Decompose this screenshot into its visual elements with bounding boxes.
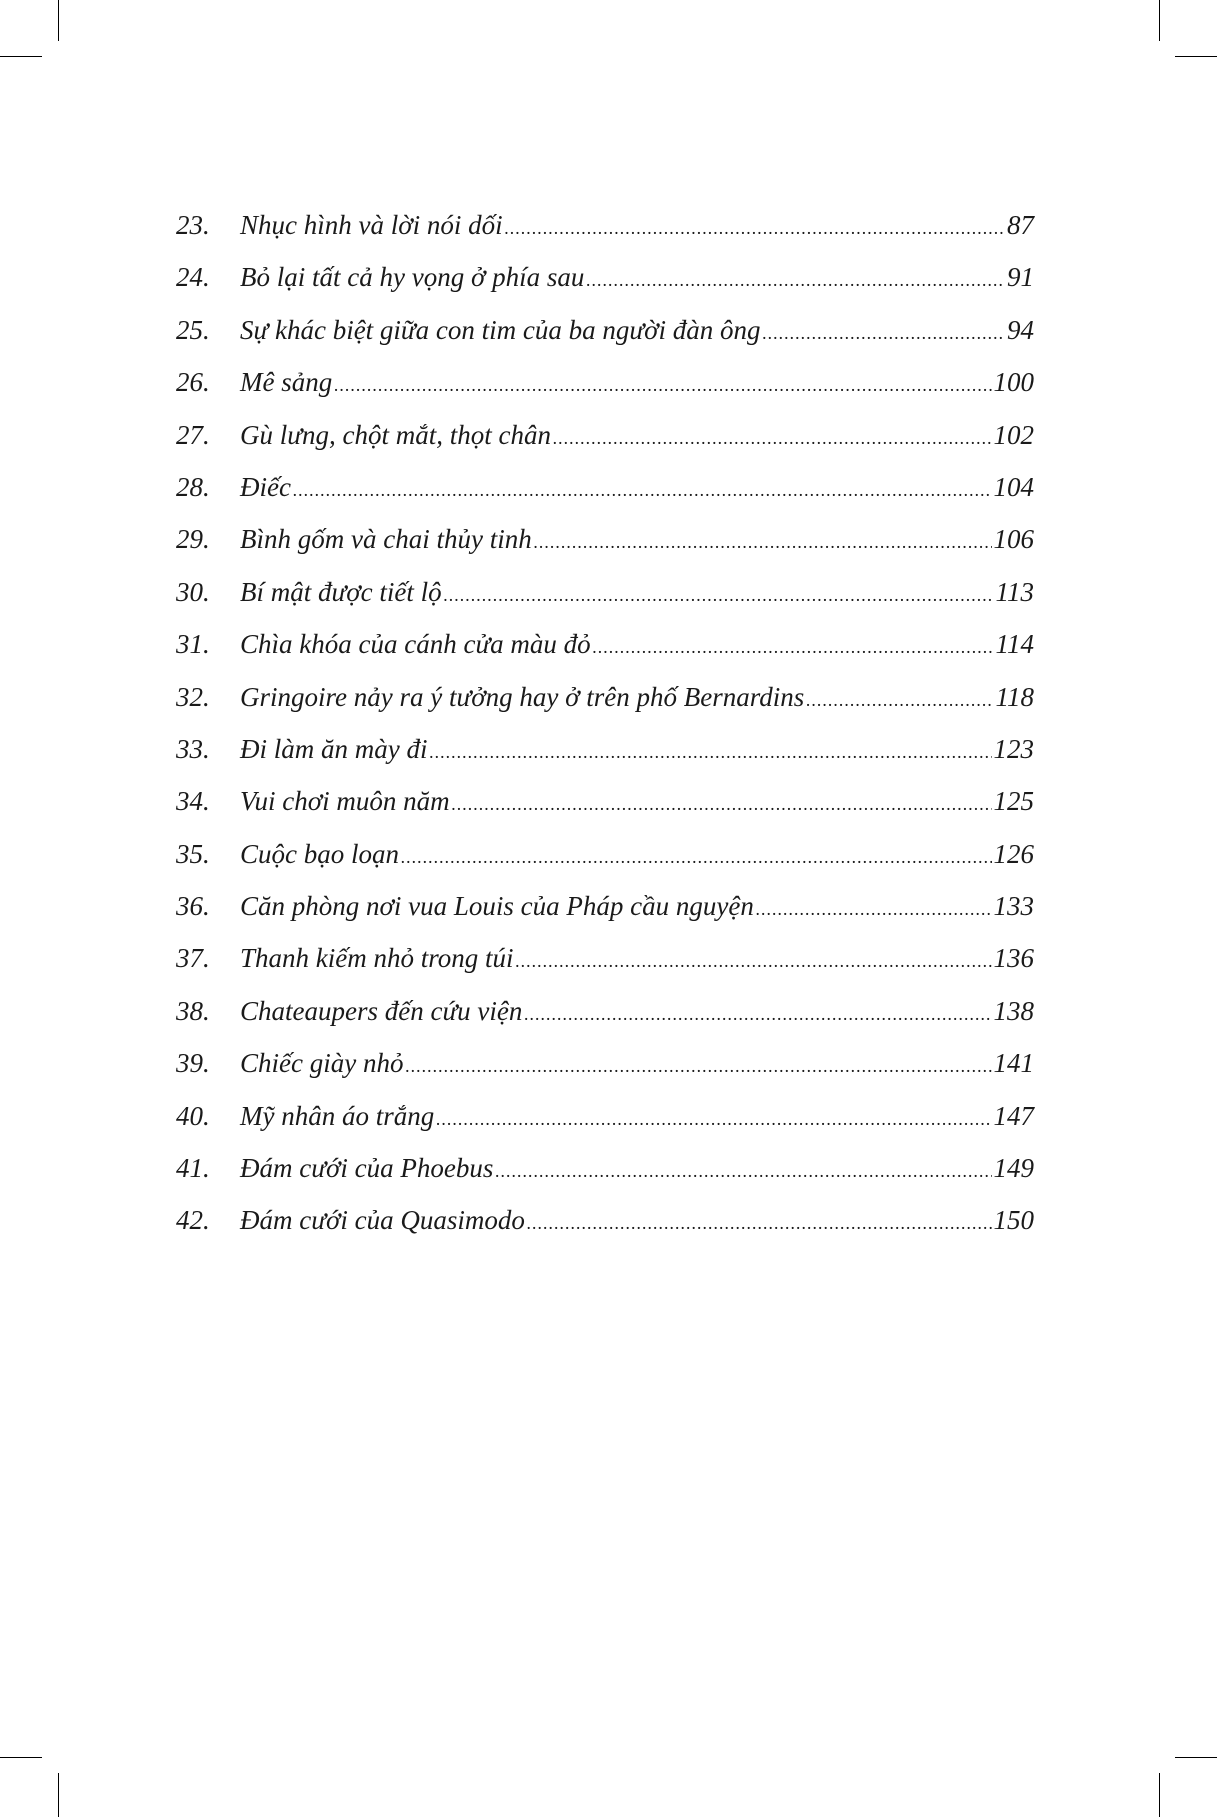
page-number: 150 <box>993 1205 1034 1236</box>
dot-leader <box>495 1161 991 1182</box>
toc-entry <box>176 1101 1034 1153</box>
toc-entry <box>176 1153 1034 1205</box>
chapter-title: Vui chơi muôn năm <box>240 786 450 817</box>
page-number: 113 <box>995 576 1034 607</box>
chapter-number: 36. <box>176 891 210 922</box>
chapter-number: 27. <box>176 419 210 450</box>
table-of-contents <box>176 210 1034 1258</box>
crop-mark-bottom-right-v <box>1159 1773 1160 1817</box>
chapter-title: Mê sảng <box>240 367 333 398</box>
chapter-number: 37. <box>176 943 210 974</box>
chapter-number: 40. <box>176 1100 210 1131</box>
dot-leader <box>553 428 992 449</box>
chapter-number: 39. <box>176 1048 210 1079</box>
page-number: 94 <box>1007 314 1034 345</box>
chapter-number: 23. <box>176 210 210 240</box>
page-number: 87 <box>1007 210 1034 240</box>
page-number: 114 <box>995 629 1034 660</box>
dot-leader <box>516 951 992 972</box>
chapter-title: Gringoire nảy ra ý tưởng hay ở trên phố Bernardins <box>240 681 805 712</box>
toc-entry <box>176 315 1034 367</box>
chapter-title: Bỏ lại tất cả hy vọng ở phía sau <box>240 262 585 293</box>
toc-entry <box>176 1048 1034 1100</box>
toc-entry <box>176 839 1034 891</box>
chapter-number: 38. <box>176 995 210 1026</box>
chapter-number: 31. <box>176 629 210 660</box>
chapter-title: Bình gốm và chai thủy tinh <box>240 524 532 555</box>
page-number: 126 <box>993 838 1034 869</box>
toc-entry <box>176 1205 1034 1257</box>
chapter-number: 42. <box>176 1205 210 1236</box>
chapter-title: Thanh kiếm nhỏ trong túi <box>240 943 514 974</box>
page-number: 133 <box>993 891 1034 922</box>
toc-entry <box>176 891 1034 943</box>
dot-leader <box>429 742 991 763</box>
crop-mark-top-left-h <box>0 56 42 57</box>
crop-mark-top-left-v <box>58 0 59 41</box>
chapter-title: Căn phòng nơi vua Louis của Pháp cầu nguyện <box>240 891 754 922</box>
chapter-number: 41. <box>176 1153 210 1184</box>
toc-entry <box>176 210 1034 262</box>
chapter-number: 33. <box>176 733 210 764</box>
dot-leader <box>763 323 1005 344</box>
chapter-title: Chateaupers đến cứu viện <box>240 995 523 1026</box>
crop-mark-top-right-v <box>1159 0 1160 41</box>
page-number: 91 <box>1007 262 1034 293</box>
dot-leader <box>524 1004 991 1025</box>
toc-entry <box>176 524 1034 576</box>
page-number: 147 <box>993 1100 1034 1131</box>
toc-entry <box>176 682 1034 734</box>
dot-leader <box>452 794 992 815</box>
toc-entry <box>176 262 1034 314</box>
toc-entry <box>176 943 1034 995</box>
dot-leader <box>401 847 992 868</box>
dot-leader <box>436 1109 991 1130</box>
chapter-title: Gù lưng, chột mắt, thọt chân <box>240 419 551 450</box>
chapter-title: Đi làm ăn mày đi <box>240 733 428 764</box>
page-number: 138 <box>993 995 1034 1026</box>
page-number: 104 <box>993 471 1034 502</box>
page-number: 141 <box>993 1048 1034 1079</box>
page-number: 106 <box>993 524 1034 555</box>
crop-mark-bottom-left-v <box>58 1773 59 1817</box>
page-number: 136 <box>993 943 1034 974</box>
toc-entry <box>176 367 1034 419</box>
chapter-title: Bí mật được tiết lộ <box>240 576 442 607</box>
chapter-title: Chiếc giày nhỏ <box>240 1048 404 1079</box>
dot-leader <box>334 375 991 396</box>
chapter-number: 24. <box>176 262 210 293</box>
chapter-number: 26. <box>176 367 210 398</box>
crop-mark-bottom-right-h <box>1175 1757 1217 1758</box>
chapter-title: Mỹ nhân áo trắng <box>240 1100 435 1131</box>
dot-leader <box>293 480 992 501</box>
crop-mark-top-right-h <box>1175 56 1217 57</box>
dot-leader <box>444 585 994 606</box>
toc-entry <box>176 629 1034 681</box>
toc-entry <box>176 472 1034 524</box>
chapter-title: Điếc <box>240 471 291 502</box>
dot-leader <box>405 1056 991 1077</box>
chapter-number: 25. <box>176 314 210 345</box>
chapter-number: 28. <box>176 471 210 502</box>
toc-entry <box>176 734 1034 786</box>
dot-leader <box>586 270 1005 291</box>
chapter-number: 34. <box>176 786 210 817</box>
chapter-number: 32. <box>176 681 210 712</box>
dot-leader <box>505 218 1005 239</box>
chapter-title: Đám cưới của Phoebus <box>240 1153 494 1184</box>
toc-entry <box>176 420 1034 472</box>
toc-entry <box>176 577 1034 629</box>
chapter-title: Sự khác biệt giữa con tim của ba người đàn ông <box>240 314 761 345</box>
chapter-title: Nhục hình và lời nói dối <box>240 210 503 240</box>
page-number: 149 <box>993 1153 1034 1184</box>
chapter-number: 30. <box>176 576 210 607</box>
chapter-title: Đám cưới của Quasimodo <box>240 1205 525 1236</box>
chapter-title: Chìa khóa của cánh cửa màu đỏ <box>240 629 591 660</box>
toc-entry <box>176 996 1034 1048</box>
crop-mark-bottom-left-h <box>0 1757 42 1758</box>
dot-leader <box>593 637 994 658</box>
dot-leader <box>534 532 992 553</box>
chapter-number: 29. <box>176 524 210 555</box>
chapter-number: 35. <box>176 838 210 869</box>
dot-leader <box>527 1213 992 1234</box>
page-number: 118 <box>995 681 1034 712</box>
page-number: 125 <box>993 786 1034 817</box>
chapter-title: Cuộc bạo loạn <box>240 838 399 869</box>
dot-leader <box>756 899 992 920</box>
page-number: 102 <box>993 419 1034 450</box>
dot-leader <box>806 690 993 711</box>
page-number: 100 <box>993 367 1034 398</box>
toc-entry <box>176 786 1034 838</box>
page-number: 123 <box>993 733 1034 764</box>
